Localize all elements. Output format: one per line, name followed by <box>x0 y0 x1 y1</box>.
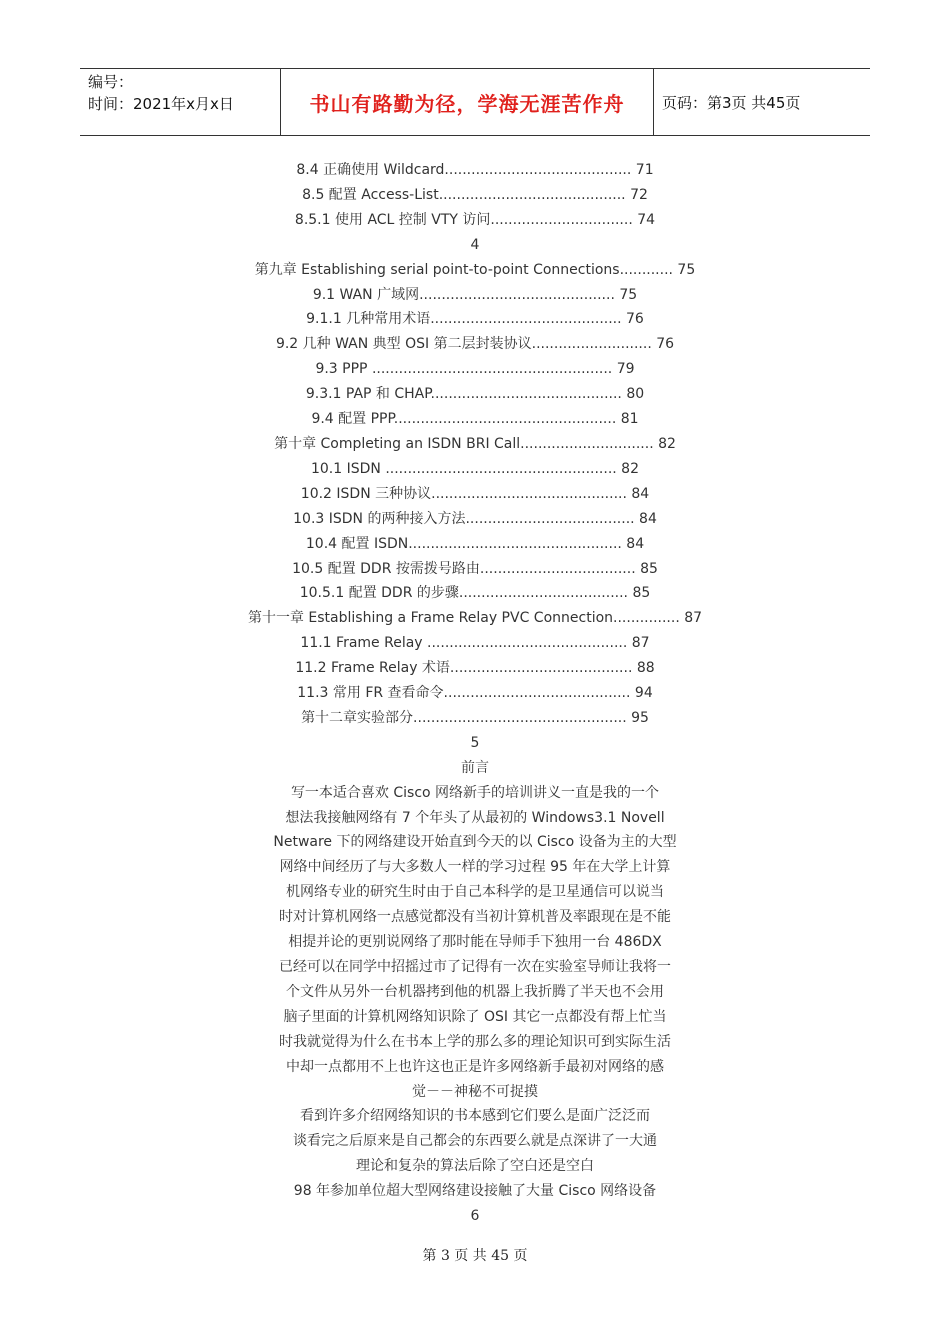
preface-line: 个文件从另外一台机器拷到他的机器上我折腾了半天也不会用 <box>286 983 664 1000</box>
toc-entry: 11.3 常用 FR 查看命令.......................................... 94 <box>297 685 653 702</box>
toc-entry: 8.4 正确使用 Wildcard.......................................... 71 <box>296 162 654 178</box>
toc-entry: 10.4 配置 ISDN................................................ 84 <box>305 535 645 552</box>
toc-entry: 9.3.1 PAP 和 CHAP........................................... 80 <box>305 386 645 403</box>
table-of-contents <box>80 158 870 756</box>
toc-entry: 10.2 ISDN 三种协议............................................ 84 <box>300 485 650 502</box>
page-footer: 第 3 页 共 45 页 <box>422 1248 528 1264</box>
toc-entry: 10.5.1 配置 DDR 的步骤...................................... 85 <box>299 585 651 602</box>
toc-entry: 10.5 配置 DDR 按需拨号路由................................... 85 <box>292 560 658 577</box>
toc-entry: 5 <box>470 734 480 751</box>
toc-entry: 11.2 Frame Relay 术语......................................... 88 <box>295 660 655 677</box>
header-page-info: 页码：第3页 共45页 <box>662 93 801 112</box>
preface-line: 98 年参加单位超大型网络建设接触了大量 Cisco 网络设备 <box>293 1183 657 1200</box>
header-number: 编号： <box>88 73 134 91</box>
toc-entry: 第十一章 Establishing a Frame Relay PVC Connection............... 87 <box>247 610 703 627</box>
preface-line: 中却一点都用不上也许这也正是许多网络新手最初对网络的感 <box>286 1058 664 1075</box>
header-motto: 书山有路勤为径，学海无涯苦作舟 <box>281 69 654 135</box>
preface-line: 时对计算机网络一点感觉都没有当初计算机普及率跟现在是不能 <box>279 909 671 926</box>
preface-line: 谈看完之后原来是自己都会的东西要么就是点深讲了一大通 <box>293 1133 657 1150</box>
header-meta <box>80 69 281 135</box>
toc-entry: 9.2 几种 WAN 典型 OSI 第二层封装协议........................... 76 <box>275 336 675 353</box>
page-header <box>80 68 870 136</box>
preface-body <box>80 781 870 1229</box>
toc-entry: 4 <box>470 236 480 253</box>
toc-entry: 8.5.1 使用 ACL 控制 VTY 访问................................ 74 <box>294 211 656 228</box>
header-time: 时间：2021年x月x日 <box>88 95 234 113</box>
toc-entry: 第十二章实验部分................................................ 95 <box>301 709 649 726</box>
toc-entry: 9.3 PPP ...................................................... 79 <box>315 361 635 378</box>
page-content <box>80 158 870 1229</box>
preface-line: 已经可以在同学中招摇过市了记得有一次在实验室导师让我将一 <box>279 959 671 975</box>
preface-line: 觉－－神秘不可捉摸 <box>412 1083 538 1100</box>
preface-line: 时我就觉得为什么在书本上学的那么多的理论知识可到实际生活 <box>279 1033 671 1050</box>
preface-line: 机网络专业的研究生时由于自己本科学的是卫星通信可以说当 <box>286 884 664 901</box>
toc-entry: 10.1 ISDN .................................................... 82 <box>310 460 639 477</box>
preface-line: 相提并论的更别说网络了那时能在导师手下独用一台 486DX <box>288 934 662 951</box>
preface-line: 看到许多介绍网络知识的书本感到它们要么是面广泛泛而 <box>300 1108 650 1125</box>
toc-entry: 9.1.1 几种常用术语........................................... 76 <box>306 311 644 328</box>
toc-entry: 9.4 配置 PPP.................................................. 81 <box>311 411 639 428</box>
preface-line: Netware 下的网络建设开始直到今天的以 Cisco 设备为主的大型 <box>273 834 677 851</box>
toc-entry: 第九章 Establishing serial point-to-point Connections............ 75 <box>254 261 696 278</box>
preface-line: 写一本适合喜欢 Cisco 网络新手的培训讲义一直是我的一个 <box>290 784 660 801</box>
toc-entry: 10.3 ISDN 的两种接入方法...................................... 84 <box>293 510 657 527</box>
toc-entry: 11.1 Frame Relay ............................................. 87 <box>300 635 650 652</box>
preface-line: 6 <box>470 1208 480 1225</box>
preface <box>80 756 870 1229</box>
preface-line: 网络中间经历了与大多数人一样的学习过程 95 年在大学上计算 <box>279 859 671 876</box>
preface-line: 脑子里面的计算机网络知识除了 OSI 其它一点都没有帮上忙当 <box>283 1008 667 1025</box>
preface-title: 前言 <box>461 759 489 776</box>
preface-line: 理论和复杂的算法后除了空白还是空白 <box>356 1158 594 1175</box>
toc-entry: 第十章 Completing an ISDN BRI Call.............................. 82 <box>274 435 676 452</box>
preface-line: 想法我接触网络有 7 个年头了从最初的 Windows3.1 Novell <box>285 809 665 826</box>
toc-entry: 9.1 WAN 广域网............................................ 75 <box>312 286 638 303</box>
toc-entry: 8.5 配置 Access-List.......................................... 72 <box>302 186 648 203</box>
